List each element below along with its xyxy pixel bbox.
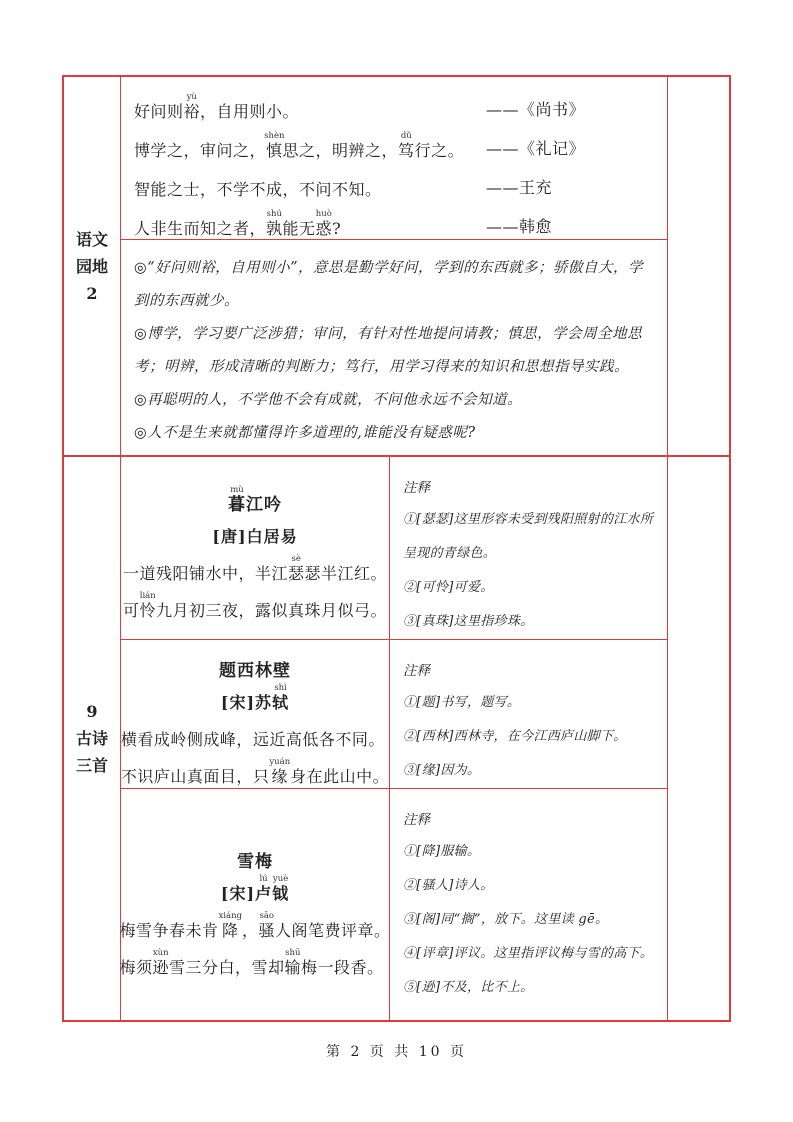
poem-line: 梅雪争春未肯 降xiáng ， 骚sāo 人阁笔费评章。 — [119, 910, 391, 940]
page-footer: 第 2 页 共 10 页 — [326, 1044, 467, 1060]
quote-line — [134, 161, 667, 200]
quote-source: ——《尚书》 — [486, 100, 586, 119]
annotation-title: 注释 — [403, 812, 430, 828]
quote-source: ——王充 — [486, 178, 553, 197]
note-item: ◎人不是生来就都懂得许多道理的,谁能没有疑惑呢? — [134, 425, 476, 441]
poem-lines — [121, 713, 389, 787]
note-item: ◎再聪明的人，不学他不会有成就，不问他永远不会知道。 — [134, 392, 523, 408]
unit1-label-line: 语文 — [75, 229, 108, 249]
unit1-label-line: 园地 — [75, 256, 108, 276]
unit2-content-cell — [121, 457, 667, 1020]
annotation-item: ②[西林]西林寺，在今江西庐山脚下。 — [403, 729, 627, 744]
poem-line: 梅须 逊xùn 雪三分白，雪却 输shū 梅一段香。 — [119, 947, 384, 977]
annotation-cell — [390, 457, 667, 639]
annotation-item: ②[可怜]可爱。 — [403, 580, 494, 595]
annotation-item: ②[骚人]诗人。 — [403, 878, 494, 893]
quote-line — [134, 122, 667, 161]
annotation-list — [403, 686, 665, 788]
poem-line: 横看成岭侧成峰，远近高低各不同。 — [120, 730, 385, 749]
unit1-label-cell — [64, 77, 121, 455]
poem-author: [宋] 卢lú 钺yuè — [220, 873, 290, 903]
poem-cell — [121, 457, 390, 639]
quote-text: 博学之，审问之，慎shèn思之，明辨之，笃dǔ行之。 — [134, 131, 465, 160]
annotation-item: ①[瑟瑟]这里形容未受到残阳照射的江水所呈现的青绿色。 — [403, 512, 654, 561]
annotation-list — [403, 835, 665, 1005]
poem-row — [121, 789, 667, 1020]
unit1-content-cell — [121, 77, 667, 455]
poem-title: 暮mù 江吟 — [228, 485, 282, 515]
annotation-item: ③[阁]同“搁”，放下。这里读 gē。 — [403, 912, 609, 927]
poem-cell — [121, 789, 390, 1020]
quote-line — [134, 83, 667, 122]
quote-text: 智能之士，不学不成，不问不知。 — [134, 180, 382, 199]
unit1-empty-cell — [667, 77, 729, 455]
quote-text: 人非生而知之者，孰shú能无惑huò? — [134, 209, 342, 238]
poem-row — [121, 457, 667, 640]
poem-line: 不识庐山真面目，只 缘yuán 身在此山中。 — [120, 757, 390, 786]
poem-title: 题西林壁 — [219, 661, 291, 681]
quote-source: ——韩愈 — [486, 217, 553, 236]
poem-author: [宋]苏 轼shì — [220, 683, 290, 712]
note-item: ◎博学，学习要广泛涉猎；审问，有针对性地提问请教；慎思，学会周全地思考；明辨，形成清晰的判断力；笃行，用学习得来的知识和思想指导实践。 — [134, 326, 643, 375]
annotation-item: ①[降]服输。 — [403, 844, 481, 859]
annotation-item: ①[题]书写，题写。 — [403, 695, 521, 710]
annotation-item: ④[评章]评议。这里指评议梅与雪的高下。 — [403, 946, 654, 961]
unit2-label-line: 三首 — [75, 756, 108, 775]
quote-line — [134, 200, 667, 239]
poem-lines — [119, 904, 390, 978]
quote-text: 好问则裕yù，自用则小。 — [134, 92, 300, 121]
unit2-label-cell — [64, 457, 121, 1020]
poem-title: 雪梅 — [237, 851, 273, 872]
unit2-label-line: 古诗 — [75, 729, 108, 748]
quote-source: ——《礼记》 — [486, 139, 586, 158]
quotes-section — [121, 77, 667, 240]
annotation-cell — [390, 640, 667, 788]
unit1-label-line: 2 — [86, 283, 98, 303]
study-guide-table — [62, 75, 731, 1022]
poem-line: 一道残阳铺水中，半江 瑟sè 瑟半江红。 — [122, 554, 388, 583]
poem-line: 可 怜lián 九月初三夜，露似真珠月似弓。 — [122, 591, 388, 620]
unit2-row — [64, 455, 729, 1020]
annotation-item: ⑤[逊]不及，比不上。 — [403, 980, 534, 995]
annotation-title: 注释 — [403, 663, 430, 679]
annotation-list — [403, 503, 665, 639]
annotation-item: ③[缘]因为。 — [403, 763, 481, 778]
annotation-item: ③[真珠]这里指珍珠。 — [403, 614, 534, 629]
note-item: ◎“好问则裕，自用则小”，意思是勤学好问，学到的东西就多；骄傲自大，学到的东西就少。 — [134, 260, 643, 309]
unit2-empty-cell — [667, 457, 729, 1020]
unit2-label-line: 9 — [86, 702, 98, 721]
poem-author: [唐]白居易 — [212, 527, 298, 546]
poem-cell — [121, 640, 390, 788]
unit1-row — [64, 77, 729, 455]
poem-lines — [123, 547, 387, 621]
annotation-title: 注释 — [403, 480, 430, 496]
annotation-cell — [390, 789, 667, 1020]
poem-row — [121, 640, 667, 789]
notes-section — [121, 240, 667, 455]
